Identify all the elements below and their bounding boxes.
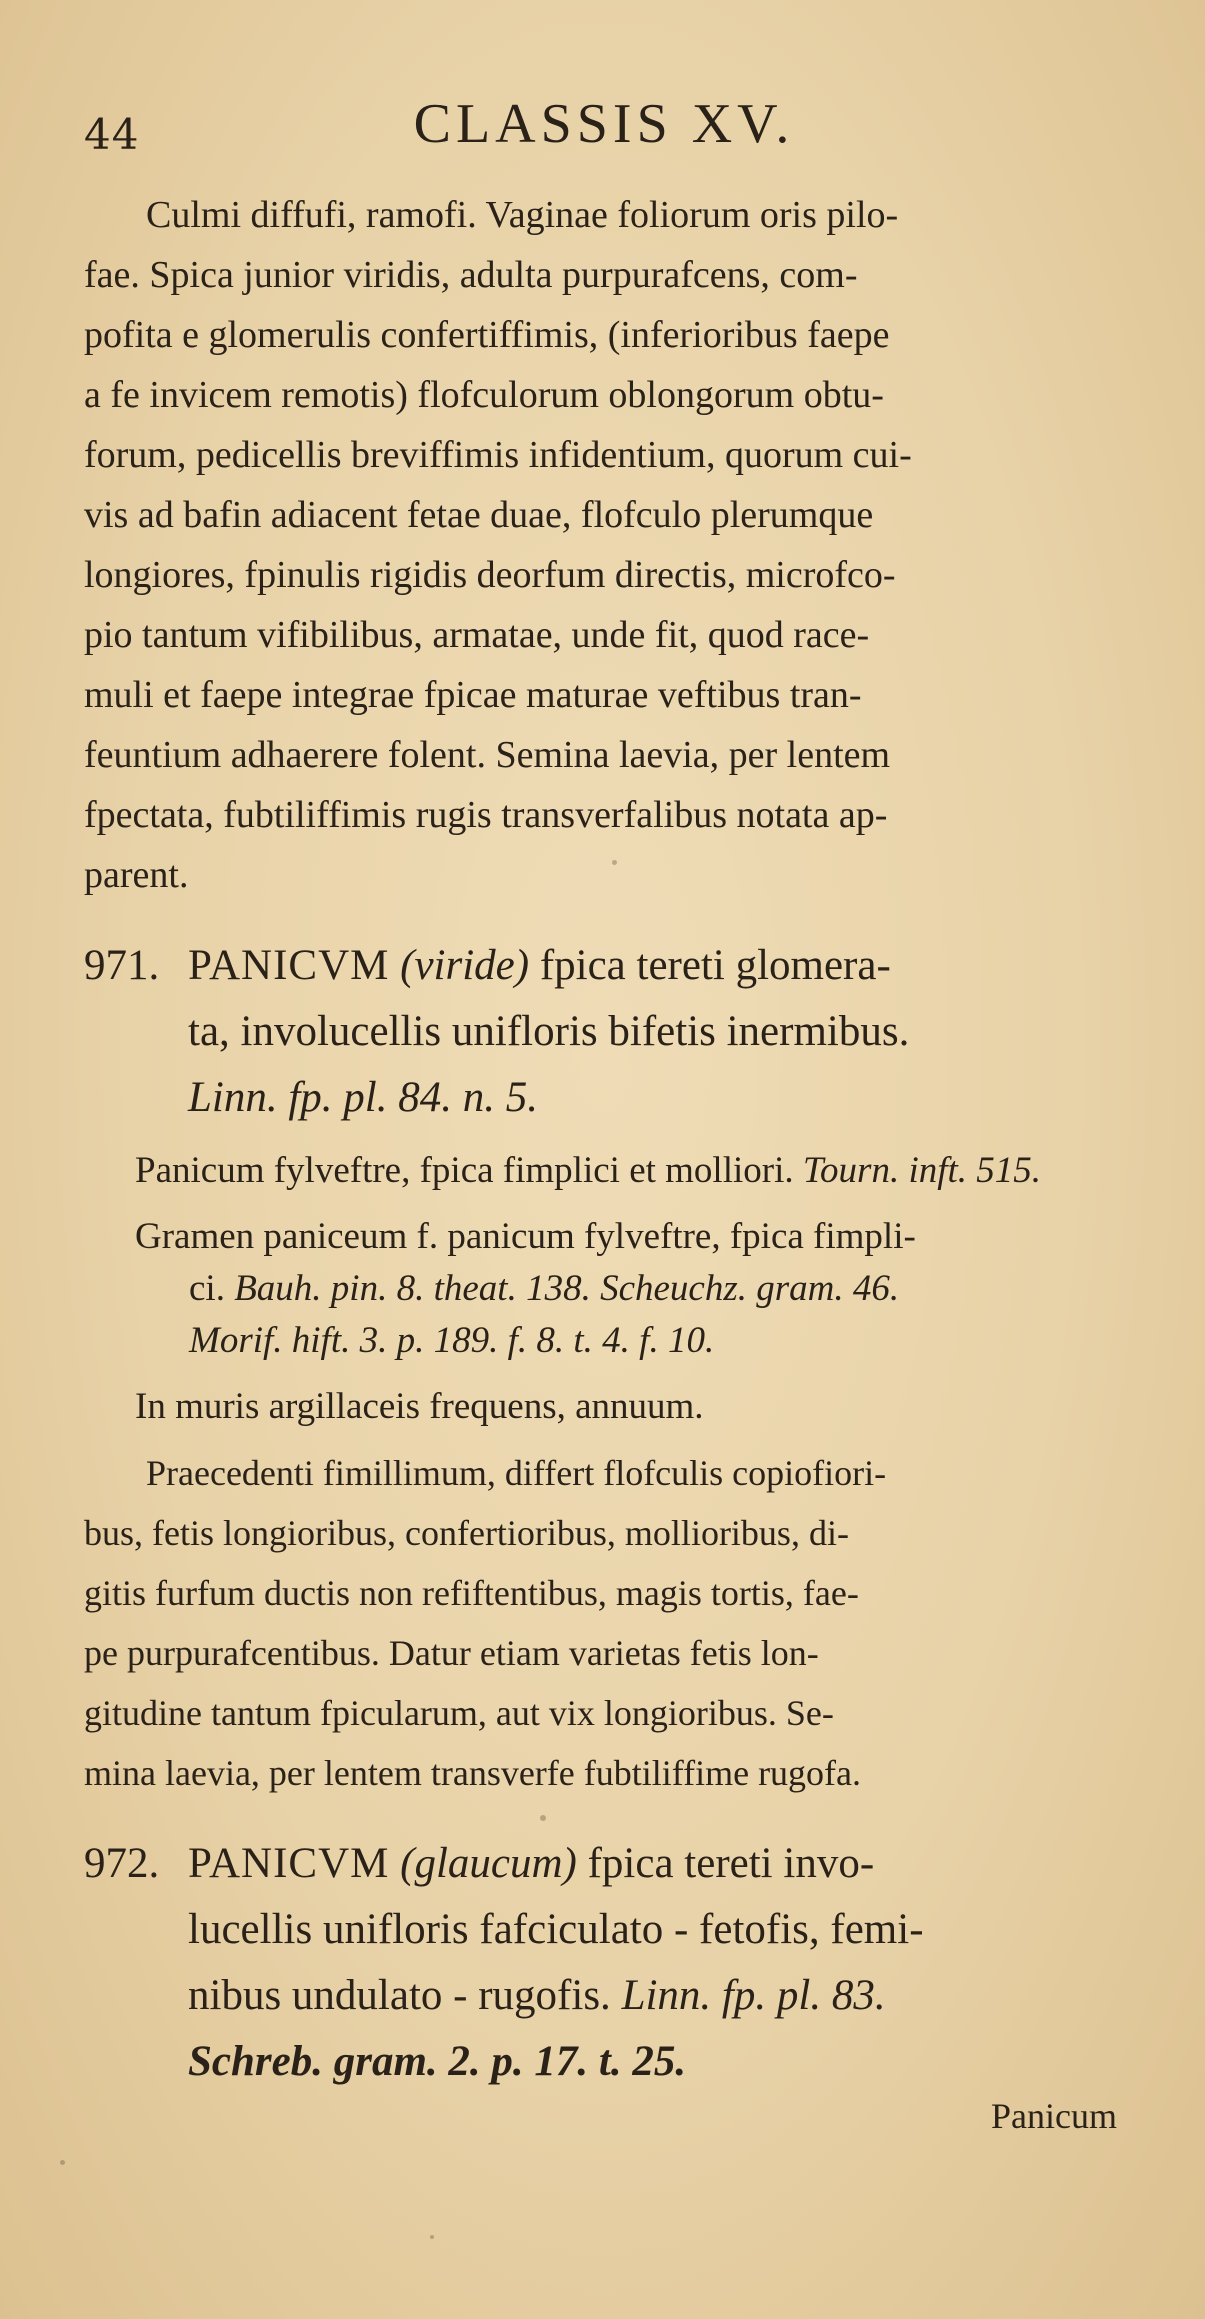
text-line: pofita e glomerulis confertiffimis, (inferioribus faepe [84,314,890,356]
text-line: longiores, fpinulis rigidis deorfum directis, microfco- [84,554,896,596]
text-line: feuntium adhaerere folent. Semina laevia, per lentem [84,734,891,776]
entry-971 [84,933,1134,1803]
synonym-text: ci. [189,1268,225,1309]
text-line: parent. [84,854,189,896]
description-block [84,185,1134,905]
paper-speck [612,860,617,865]
synonym-text: Gramen paniceum f. panicum fylveftre, fpica fimpli- [135,1216,916,1257]
entry-heading [84,1831,1134,1897]
habitat-note: In muris argillaceis frequens, annuum. [135,1386,704,1427]
diagnosis-text: ta, involucellis unifloris bifetis inermibus. [188,1008,910,1055]
text-line: pe purpurafcentibus. Datur etiam varietas fetis lon- [84,1633,819,1673]
synonym-citation [135,1145,1134,1197]
entry-heading-continued [84,1963,1134,2029]
entry-reference-line [84,2029,1134,2095]
paper-speck [430,2235,434,2239]
genus-name: PANICVM [188,1840,390,1887]
paper-speck [60,2160,65,2165]
entry-number: 972. [84,1840,160,1887]
text-line: fae. Spica junior viridis, adulta purpurafcens, com- [84,254,858,296]
entry-heading-continued [84,999,1134,1065]
entry-number: 971. [84,942,160,989]
observation-block [84,1443,1134,1803]
text-line: forum, pedicellis breviffimis infidentium, quorum cui- [84,434,912,476]
linnaeus-reference: Linn. fp. pl. 84. n. 5. [188,1074,539,1121]
entry-heading [84,933,1134,999]
text-line: gitis furfum ductis non refiftentibus, magis tortis, fae- [84,1573,859,1613]
diagnosis-text: lucellis unifloris fafciculato - fetofis, femi- [188,1906,924,1953]
species-name: (viride) [400,942,530,989]
catchword: Panicum [991,2096,1117,2136]
paper-speck [540,1815,546,1821]
page-header [84,92,1124,162]
text-line: bus, fetis longioribus, confertioribus, mollioribus, di- [84,1513,849,1553]
page-number: 44 [84,110,140,159]
genus-name: PANICVM [188,942,390,989]
text-line: fpectata, fubtiliffimis rugis transverfalibus notata ap- [84,794,888,836]
text-line: Culmi diffufi, ramofi. Vaginae foliorum oris pilo- [146,194,899,236]
citation-source: Tourn. inft. 515. [802,1150,1042,1191]
text-line: gitudine tantum fpicularum, aut vix longioribus. Se- [84,1693,834,1733]
text-line: Praecedenti fimillimum, differt flofculis copiofiori- [146,1453,887,1493]
text-line: mina laevia, per lentem transverfe fubtiliffime rugofa. [84,1753,862,1793]
page-content [84,185,1134,2095]
synonym-citation [135,1211,1134,1367]
entry-heading-continued [84,1897,1134,1963]
synonym-text: Panicum fylveftre, fpica fimplici et molliori. [135,1150,794,1191]
citation-source: Bauh. pin. 8. theat. 138. Scheuchz. gram. 46. [234,1268,900,1309]
schreber-reference: Schreb. gram. 2. p. 17. t. 25. [188,2038,687,2085]
species-name: (glaucum) [400,1840,577,1887]
text-line: a fe invicem remotis) flofculorum oblongorum obtu- [84,374,884,416]
linnaeus-reference: Linn. fp. pl. 83. [621,1972,886,2019]
running-head: CLASSIS XV. [413,93,795,155]
text-line: pio tantum vifibilibus, armatae, unde fit, quod race- [84,614,870,656]
text-line: vis ad bafin adiacent fetae duae, flofculo plerumque [84,494,874,536]
diagnosis-text: fpica tereti invo- [587,1840,875,1887]
diagnosis-text: fpica tereti glomera- [539,942,891,989]
entry-reference-line [84,1065,1134,1131]
citation-source: Morif. hift. 3. p. 189. f. 8. t. 4. f. 10. [189,1320,715,1361]
entry-972 [84,1831,1134,2095]
text-line: muli et faepe integrae fpicae maturae veftibus tran- [84,674,862,716]
diagnosis-text: nibus undulato - rugofis. [188,1972,611,2019]
